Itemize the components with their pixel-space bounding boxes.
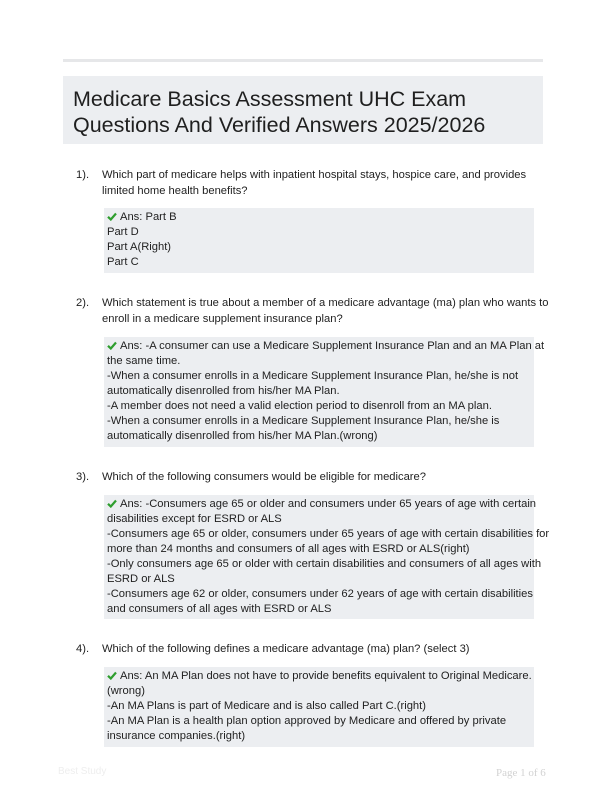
question-text	[102, 642, 542, 658]
answer-line: -Consumers age 62 or older, consumers under 62 years of age with certain disabilities	[107, 588, 533, 600]
page-number: Page 1 of 6	[496, 767, 546, 779]
answer-line: automatically disenrolled from his/her MA Plan.	[107, 385, 340, 397]
answer-line: -A member does not need a valid election period to disenroll from an MA plan.	[107, 400, 492, 412]
question-line: Which of the following consumers would be eligible for medicare?	[102, 471, 426, 483]
answer-line: -Consumers age 65 or older, consumers under 65 years of age with certain disabilities for	[107, 528, 550, 540]
answer-line: the same time.	[107, 355, 181, 367]
answer-line: Ans: Part B	[120, 211, 177, 223]
answer-line: Part C	[107, 256, 139, 268]
question-text	[102, 470, 542, 486]
watermark: Best Study	[58, 766, 107, 777]
answer-line: -When a consumer enrolls in a Medicare Supplement Insurance Plan, he/she is	[107, 415, 500, 427]
answer-line: and consumers of all ages with ESRD or ALS	[107, 603, 332, 615]
question-line: enroll in a medicare supplement insurance plan?	[102, 312, 343, 325]
title-banner	[63, 76, 543, 144]
header-divider	[63, 59, 543, 62]
question-line: Which of the following defines a medicare advantage (ma) plan? (select 3)	[102, 643, 470, 655]
answer-box-4	[104, 667, 534, 747]
answer-line: Part D	[107, 226, 139, 238]
answer-line: more than 24 months and consumers of all ages with ESRD or ALS(right)	[107, 543, 470, 555]
question-number: 2).	[76, 297, 90, 309]
answer-line: -An MA Plans is part of Medicare and is also called Part C.(right)	[107, 700, 426, 712]
question-number: 4).	[76, 643, 90, 655]
question-number: 1).	[76, 169, 90, 181]
title-line-1: Medicare Basics Assessment UHC Exam	[73, 87, 467, 111]
answer-line: Ans: -A consumer can use a Medicare Supplement Insurance Plan and an MA Plan at	[120, 340, 545, 352]
answer-line: -An MA Plan is a health plan option approved by Medicare and offered by private	[107, 715, 507, 727]
answer-line: insurance companies.(right)	[107, 730, 246, 742]
checkmark-icon	[107, 671, 117, 680]
title-line-2: Questions And Verified Answers 2025/2026	[73, 113, 486, 137]
question-line: Which statement is true about a member of a medicare advantage (ma) plan who wants to	[102, 297, 549, 309]
page-title	[73, 86, 543, 138]
answer-line: Part A(Right)	[107, 241, 172, 253]
answer-line: Ans: -Consumers age 65 or older and consumers under 65 years of age with certain	[120, 498, 537, 510]
answer-line: Ans: An MA Plan does not have to provide benefits equivalent to Original Medicare.	[120, 670, 532, 682]
checkmark-icon	[107, 499, 117, 508]
question-text	[102, 296, 549, 327]
answer-line: ESRD or ALS	[107, 573, 175, 585]
answer-box-2	[104, 337, 545, 447]
answer-line: (wrong)	[107, 685, 145, 697]
question-line: limited home health benefits?	[102, 184, 248, 197]
checkmark-icon	[107, 212, 117, 221]
answer-line: -Only consumers age 65 or older with certain disabilities and consumers of all ages with	[107, 558, 542, 570]
checkmark-icon	[107, 341, 117, 350]
answer-line: automatically disenrolled from his/her MA Plan.(wrong)	[107, 430, 378, 442]
question-text	[102, 168, 542, 199]
answer-line: -When a consumer enrolls in a Medicare Supplement Insurance Plan, he/she is not	[107, 370, 519, 382]
answer-box-3	[104, 495, 550, 619]
answer-box-1	[104, 208, 534, 273]
question-number: 3).	[76, 471, 90, 483]
question-line: Which part of medicare helps with inpatient hospital stays, hospice care, and provides	[102, 169, 527, 181]
answer-line: disabilities except for ESRD or ALS	[107, 513, 282, 525]
